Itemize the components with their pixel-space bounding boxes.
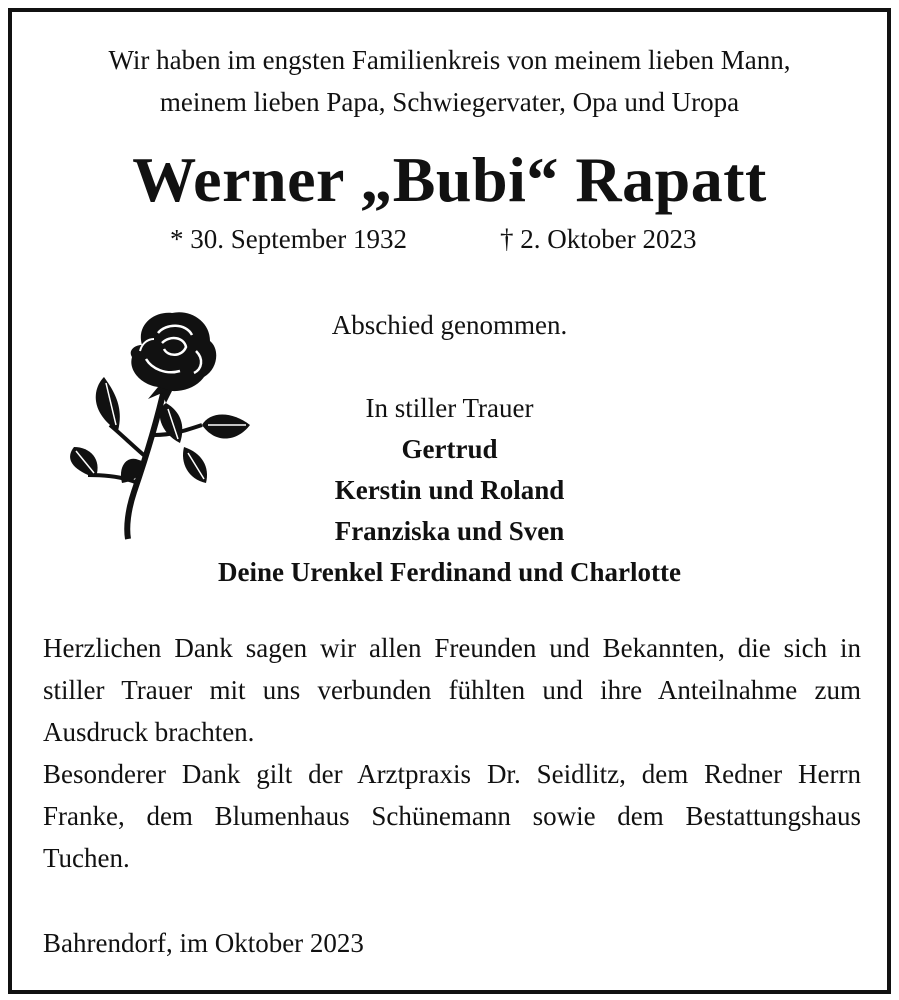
thanks-paragraph-1: Herzlichen Dank sagen wir allen Freunden und Bekannten, die sich in stiller Trauer mit uns verbunden fühlten und ihre Anteilnahme zum Ausdruck brachten. [43, 633, 861, 747]
thanks-text [43, 627, 861, 879]
death-date: † 2. Oktober 2023 [500, 224, 697, 254]
obituary-frame [8, 8, 891, 994]
deceased-name: Werner „Bubi“ Rapatt [132, 144, 767, 215]
intro-text [12, 39, 887, 123]
mourning-heading: In stiller Trauer [365, 393, 534, 423]
farewell-text: Abschied genommen. [331, 310, 568, 340]
mourners-list [12, 429, 887, 593]
mourner-name: Kerstin und Roland [334, 475, 565, 505]
place-date: Bahrendorf, im Oktober 2023 [43, 928, 364, 958]
mourner-name: Franziska und Sven [334, 516, 565, 546]
mourner-name: Gertrud [401, 434, 498, 464]
intro-line-1: Wir haben im engsten Familienkreis von meinem lieben Mann, [108, 45, 791, 75]
intro-line-2: meinem lieben Papa, Schwiegervater, Opa und Uropa [159, 87, 740, 117]
mourner-name: Deine Urenkel Ferdinand und Charlotte [217, 557, 682, 587]
birth-date: * 30. September 1932 [170, 224, 407, 254]
thanks-paragraph-2: Besonderer Dank gilt der Arztpraxis Dr. Seidlitz, dem Redner Herrn Franke, dem Blumenhaus Schünemann sowie dem Bestattungshaus Tuchen. [43, 759, 861, 873]
